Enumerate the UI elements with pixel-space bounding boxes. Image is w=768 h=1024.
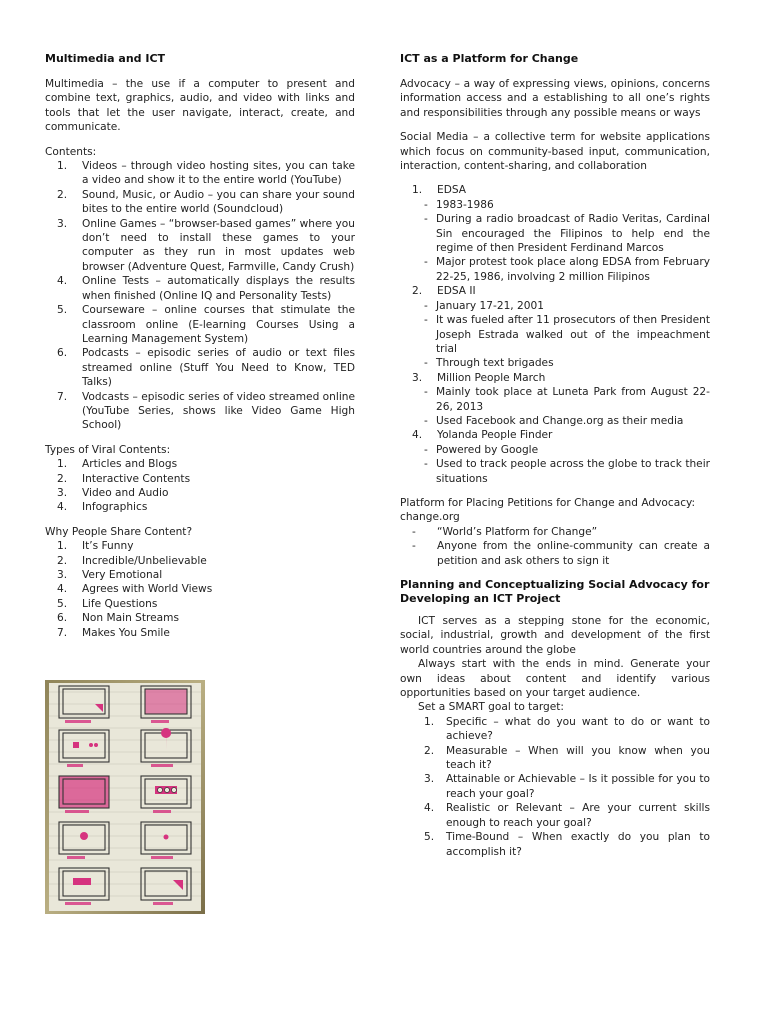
multimedia-definition: Multimedia – the use if a computer to present and combine text, graphics, audio, and video with links and tools that let the user navigate, interact, create, and communicate.: [45, 78, 355, 134]
why-share-list: [45, 539, 355, 640]
social-media-definition: Social Media – a collective term for website applications which focus on community-based input, communication, interaction, content-sharing, and collaboration: [400, 131, 710, 173]
list-item: 5. Courseware – online courses that stimulate the classroom online (E-learning Courses Using a Learning Management System): [57, 304, 355, 345]
list-item: 3. Million People March: [412, 371, 546, 384]
list-item: 1. Articles and Blogs: [57, 458, 178, 471]
platform-site: change.org: [400, 511, 460, 524]
contents-label: Contents:: [45, 145, 97, 158]
events-list: [400, 183, 710, 197]
list-item: - Major protest took place along EDSA from February 22-25, 1986, involving 2 million Filipinos: [424, 256, 710, 283]
list-item: - It was fueled after 11 prosecutors of then President Joseph Estrada walked out of the impeachment trial: [424, 314, 710, 355]
list-item: 5. Life Questions: [57, 597, 158, 610]
list-item: - 1983-1986: [424, 198, 494, 211]
sub-list: [400, 198, 710, 284]
list-item: - Used Facebook and Change.org as their media: [424, 414, 684, 427]
planning-paragraph-2: Always start with the ends in mind. Generate your own ideas about content and identify various opportunities based on your target audience.: [400, 658, 710, 700]
list-item: 4. Online Tests – automatically displays the results when finished (Online IQ and Personality Tests): [57, 275, 355, 302]
sub-list: [400, 299, 710, 371]
list-item: 5. Time-Bound – When exactly do you plan to accomplish it?: [424, 831, 710, 858]
list-item: 2. Measurable – When will you know when you teach it?: [424, 744, 710, 772]
list-item: 2. Incredible/Unbelievable: [57, 554, 207, 567]
multimedia-sketch-photo: [45, 680, 205, 914]
section-title-platform: ICT as a Platform for Change: [400, 52, 579, 65]
planning-paragraph-1: ICT serves as a stepping stone for the economic, social, industrial, growth and development of the first world countries around the globe: [400, 615, 710, 656]
events-list: [400, 284, 710, 298]
list-item: 3. Attainable or Achievable – Is it possible for you to reach your goal?: [424, 773, 710, 800]
list-item: 4. Realistic or Relevant – Are your current skills enough to reach your goal?: [424, 802, 710, 829]
platform-list: [400, 525, 710, 568]
section-title-planning: Planning and Conceptualizing Social Advocacy for Developing an ICT Project: [400, 578, 710, 605]
right-column: [400, 52, 710, 869]
list-item: 3. Very Emotional: [57, 569, 163, 581]
advocacy-definition: Advocacy – a way of expressing views, opinions, concerns information access and a establishing to all one’s rights and responsibilities through any possible means or ways: [400, 78, 710, 119]
list-item: 4. Agrees with World Views: [57, 583, 213, 596]
list-item: 7. Vodcasts – episodic series of video streamed online (YouTube Series, shows like Video Game High School): [57, 390, 355, 432]
left-column: [45, 52, 355, 650]
list-item: 7. Makes You Smile: [57, 626, 170, 639]
section-title-multimedia: Multimedia and ICT: [45, 52, 166, 65]
list-item: - Through text brigades: [424, 357, 554, 370]
list-item: - Anyone from the online-community can create a petition and ask others to sign it: [412, 540, 710, 567]
list-item: 6. Podcasts – episodic series of audio or text files streamed online (Stuff You Need to Know, TED Talks): [57, 347, 355, 389]
contents-list: [45, 159, 355, 433]
list-item: - “World’s Platform for Change”: [412, 525, 598, 538]
events-list: [400, 428, 710, 442]
list-item: 2. Interactive Contents: [57, 472, 191, 485]
sub-list: [400, 443, 710, 486]
list-item: 6. Non Main Streams: [57, 612, 179, 625]
list-item: - Powered by Google: [424, 443, 539, 456]
viral-list: [45, 457, 355, 515]
list-item: 4. Yolanda People Finder: [412, 429, 553, 442]
list-item: 3. Video and Audio: [57, 486, 169, 499]
list-item: 2. EDSA II: [412, 285, 476, 298]
list-item: 2. Sound, Music, or Audio – you can share your sound bites to the entire world (Soundcloud): [57, 188, 355, 216]
list-item: 1. It’s Funny: [57, 540, 134, 553]
list-item: 1. Specific – what do you want to do or want to achieve?: [424, 715, 710, 743]
viral-label: Types of Viral Contents:: [45, 443, 171, 456]
list-item: - Used to track people across the globe to track their situations: [424, 458, 710, 485]
events-list: [400, 371, 710, 385]
list-item: - January 17-21, 2001: [424, 299, 545, 312]
list-item: - Mainly took place at Luneta Park from August 22-26, 2013: [424, 386, 710, 413]
list-item: 3. Online Games – “browser-based games” where you don’t need to install these games to your computer as they run in most updates web browser (Adventure Quest, Farmville, Candy Crush): [57, 217, 355, 273]
list-item: - During a radio broadcast of Radio Veritas, Cardinal Sin encouraged the Filipinos to help end the regime of then President Ferdinand Marcos: [424, 213, 710, 255]
why-share-label: Why People Share Content?: [45, 525, 193, 538]
smart-list: [400, 715, 710, 859]
platform-label: Platform for Placing Petitions for Change and Advocacy:: [400, 496, 696, 509]
list-item: 1. Videos – through video hosting sites, you can take a video and show it to the entire world (YouTube): [57, 160, 355, 187]
sub-list: [400, 385, 710, 428]
smart-label: Set a SMART goal to target:: [418, 701, 564, 714]
list-item: 1. EDSA: [412, 184, 467, 197]
list-item: 4. Infographics: [57, 501, 148, 514]
